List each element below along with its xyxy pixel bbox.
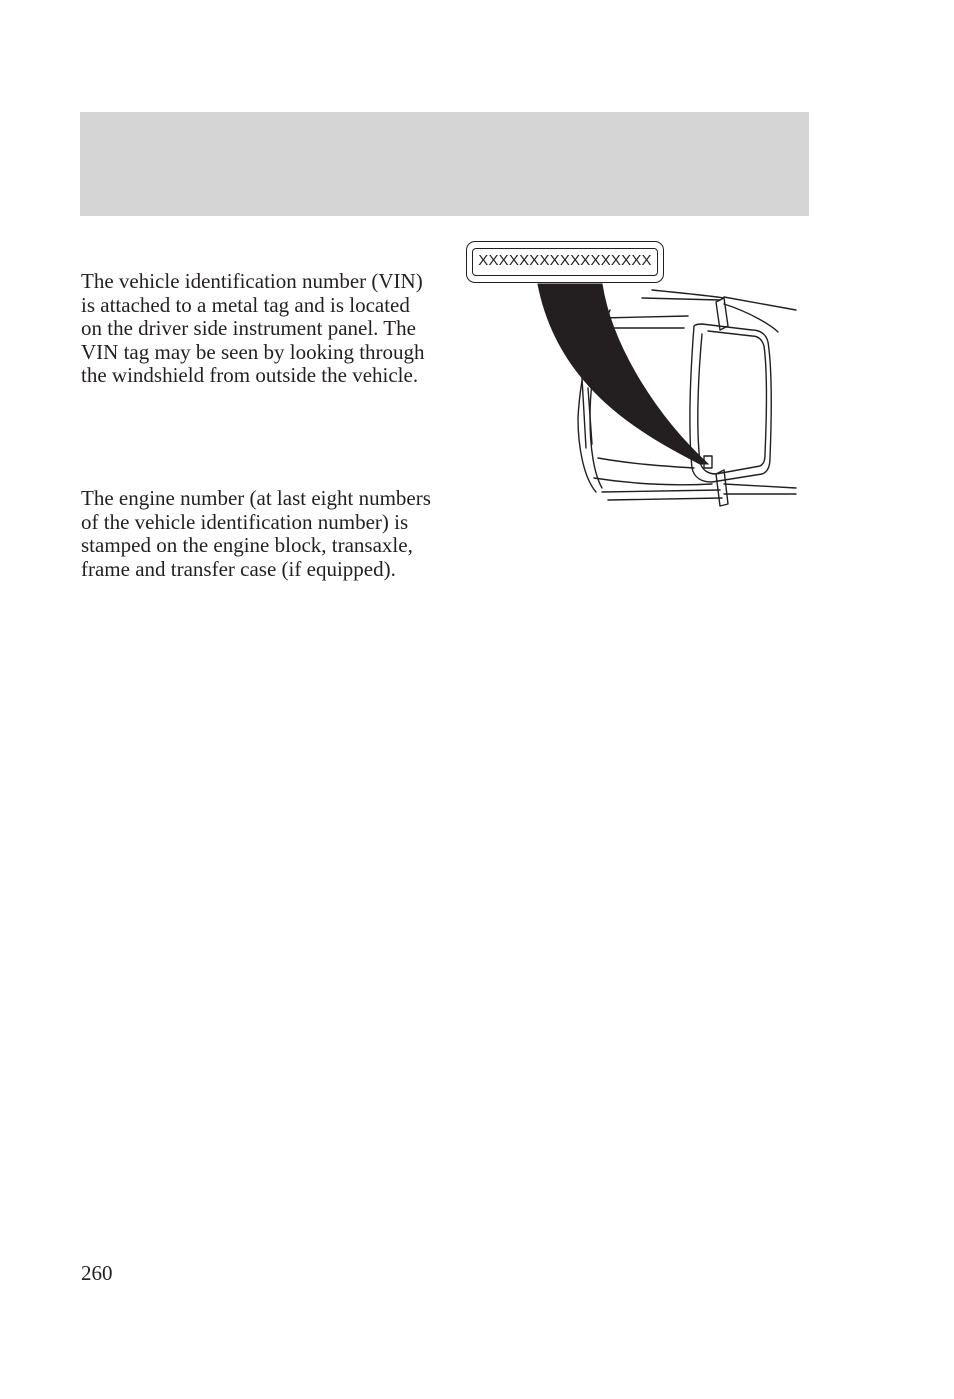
vin-callout-pointer [538, 284, 708, 464]
engine-number-paragraph: The engine number (at last eight numbers of the vehicle identification number) is stamped on the engine block, transaxle, frame and transfer case (if equipped). [81, 486, 431, 581]
vin-tag-callout [466, 241, 664, 283]
vin-location-paragraph: The vehicle identification number (VIN) is attached to a metal tag and is located on the driver side instrument panel. The VIN tag may be seen by looking through the windshield from outside the vehicle. [81, 269, 425, 388]
vin-location-illustration [462, 238, 802, 510]
section-header-band [80, 112, 809, 216]
page-number: 260 [81, 1261, 113, 1285]
vin-tag-number: XXXXXXXXXXXXXXXXX [472, 248, 658, 276]
